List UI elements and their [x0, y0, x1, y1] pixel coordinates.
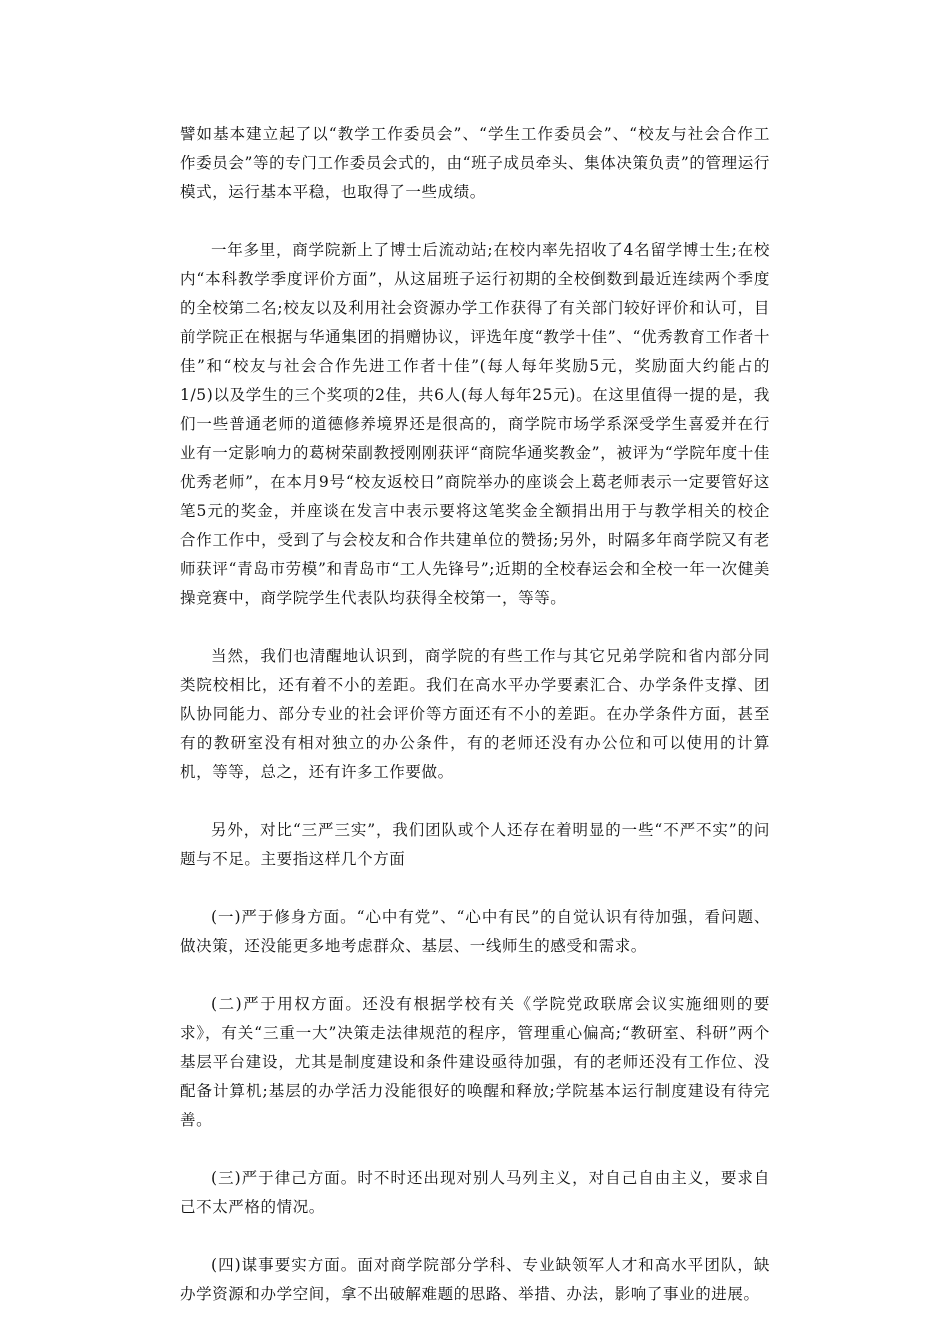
paragraph-gaps: 当然，我们也清醒地认识到，商学院的有些工作与其它兄弟学院和省内部分同类院校相比，还有着不小的差距。我们在高水平办学要素汇合、办学条件支撑、团队协同能力、部分专业的社会评价等方面还有不小的差距。在办学条件方面，甚至有的教研室没有相对独立的办公条件，有的老师还没有办公位和可以使用的计算机，等等，总之，还有许多工作要做。: [180, 647, 770, 781]
paragraph-achievements: 一年多里，商学院新上了博士后流动站;在校内率先招收了4名留学博士生;在校内“本科教学季度评价方面”，从这届班子运行初期的全校倒数到最近连续两个季度的全校第二名;校友以及利用社会资源办学工作获得了有关部门较好评价和认可，目前学院正在根据与华通集团的捐赠协议，评选年度“教学十佳”、“优秀教育工作者十佳”和“校友与社会合作先进工作者十佳”(每人每年奖励5元，奖励面大约能占的1/5)以及学生的三个奖项的2佳，共6人(每人每年25元)。在这里值得一提的是，我们一些普通老师的道德修养境界还是很高的，商学院市场学系深受学生喜爱并在行业有一定影响力的葛树荣副教授刚刚获评“商院华通奖教金”，被评为“学院年度十佳优秀老师”，在本月9号“校友返校日”商院举办的座谈会上葛老师表示一定要管好这笔5元的奖金，并座谈在发言中表示要将这笔奖金全额捐出用于与教学相关的校企合作工作中，受到了与会校友和合作共建单位的赞扬;另外，时隔多年商学院又有老师获评“青岛市劳模”和青岛市“工人先锋号”;近期的全校春运会和全校一年一次健美操竞赛中，商学院学生代表队均获得全校第一，等等。: [180, 241, 770, 607]
paragraph-item-1: (一)严于修身方面。“心中有党”、“心中有民”的自觉认识有待加强，看问题、做决策，还没能更多地考虑群众、基层、一线师生的感受和需求。: [180, 908, 770, 955]
paragraph-item-4: (四)谋事要实方面。面对商学院部分学科、专业缺领军人才和高水平团队，缺办学资源和办学空间，拿不出破解难题的思路、举措、办法，影响了事业的进展。: [180, 1256, 770, 1303]
document-body: [180, 120, 770, 1338]
paragraph-item-2: (二)严于用权方面。还没有根据学校有关《学院党政联席会议实施细则的要求》，有关“三重一大”决策走法律规范的程序，管理重心偏高;“教研室、科研”两个基层平台建设，尤其是制度建设和条件建设亟待加强，有的老师还没有工作位、没配备计算机;基层的办学活力没能很好的唤醒和释放;学院基本运行制度建设有待完善。: [180, 995, 770, 1129]
paragraph-item-3: (三)严于律己方面。时不时还出现对别人马列主义，对自己自由主义，要求自己不太严格的情况。: [180, 1169, 770, 1216]
paragraph-shortcomings-intro: 另外，对比“三严三实”，我们团队或个人还存在着明显的一些“不严不实”的问题与不足。主要指这样几个方面: [180, 821, 770, 868]
paragraph-intro-continuation: 譬如基本建立起了以“教学工作委员会”、“学生工作委员会”、“校友与社会合作工作委员会”等的专门工作委员会式的，由“班子成员牵头、集体决策负责”的管理运行模式，运行基本平稳，也取得了一些成绩。: [180, 125, 770, 201]
